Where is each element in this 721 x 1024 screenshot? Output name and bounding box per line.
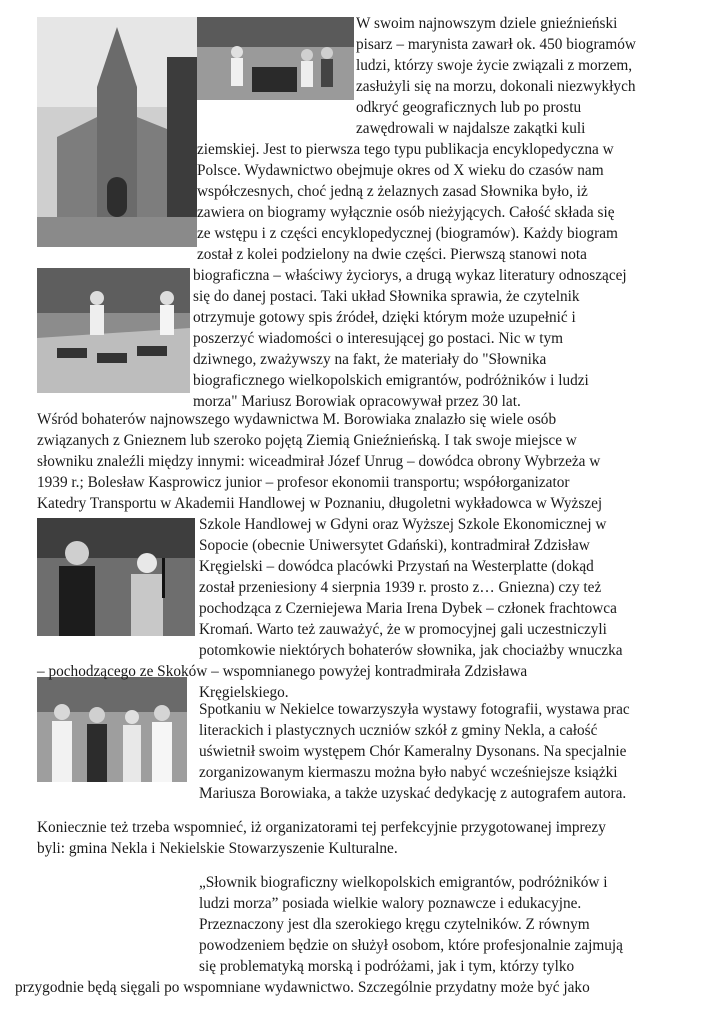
text-line: Przeznaczony jest dla szerokiego kręgu czytelników. Z równym: [199, 916, 590, 933]
text-line: 1939 r.; Bolesław Kasprowicz junior – profesor ekonomii transportu; współorganizator: [37, 474, 570, 491]
text-line: Kręgielski – dowódca placówki Przystań na Westerplatte (dokąd: [199, 558, 594, 575]
text-line: zorganizowanym kiermaszu można było nabyć wcześniejsze książki: [199, 764, 618, 781]
text-line: „Słownik biograficzny wielkopolskich emigrantów, podróżników i: [199, 874, 608, 891]
text-line: słowniku znaleźli między innymi: wiceadmirał Józef Unrug – dowódca obrony Wybrzeża w: [37, 453, 601, 470]
text-line: zasłużyli się na morzu, dokonali niezwykłych: [356, 78, 636, 95]
text-line: przygodnie będą sięgali po wspomniane wydawnictwo. Szczególnie przydatny może być jako: [15, 979, 590, 996]
text-line: został z kolei podzielony na dwie części. Pierwszą stanowi nota: [197, 246, 587, 263]
text-line: został przeniesiony 4 sierpnia 1939 r. prosto z… Gniezna) czy też: [199, 579, 602, 596]
speakers-photo: [37, 518, 195, 636]
text-line: się do danej postaci. Taki układ Słownika sprawia, że czytelnik: [193, 288, 580, 305]
book-table-photo: [37, 268, 190, 393]
text-line: literackich i plastycznych uczniów szkół z gminy Nekla, a całość: [199, 722, 598, 739]
text-line: ze wstępu i z części encyklopedycznej (biogramów). Każdy biogram: [197, 225, 618, 242]
text-line: Mariusza Borowiaka, a także uzyskać dedykację z autografem autora.: [199, 785, 627, 802]
text-line: morza" Mariusz Borowiak opracowywał przez 30 lat.: [193, 393, 521, 410]
text-line: Katedry Transportu w Akademii Handlowej w Poznaniu, długoletni wykładowca w Wyższej: [37, 495, 603, 512]
text-line: Kręgielskiego.: [199, 684, 289, 701]
text-line: W swoim najnowszym dziele gnieźnieński: [356, 15, 618, 32]
text-line: zawiera on biogramy wyłącznie osób nieżyjących. Całość składa się: [197, 204, 615, 221]
text-line: Sopocie (obecnie Uniwersytet Gdański), kontradmirał Zdzisław: [199, 537, 590, 554]
text-line: Spotkaniu w Nekielce towarzyszyła wystawy fotografii, wystawa prac: [199, 701, 630, 718]
text-line: ludzi, którzy swoje życie związali z morzem,: [356, 57, 633, 74]
text-line: odkryć geograficznych lub po prostu: [356, 99, 582, 116]
text-line: ludzi morza” posiada wielkie walory poznawcze i edukacyjne.: [199, 895, 582, 912]
text-line: – pochodzącego ze Skoków – wspomnianego powyżej kontradmirała Zdzisława: [37, 663, 528, 680]
text-line: uświetnił swoim występem Chór Kameralny Dysonans. Na specjalnie: [199, 743, 627, 760]
text-line: powodzeniem będzie on służył osobom, które profesjonalnie zajmują: [199, 937, 623, 954]
text-line: Szkole Handlowej w Gdyni oraz Wyższej Szkole Ekonomicznej w: [199, 516, 607, 533]
text-line: Polsce. Wydawnictwo obejmuje okres od X wieku do czasów nam: [197, 162, 604, 179]
text-line: biograficznego wielkopolskich emigrantów, podróżników i ludzi: [193, 372, 589, 389]
text-line: biograficzna – właściwy życiorys, a drugą wykaz literatury odnoszącej: [193, 267, 627, 284]
text-line: otrzymuje gotowy spis źródeł, dzięki którym może uzupełnić i: [193, 309, 576, 326]
church-photo: [37, 17, 197, 247]
text-line: współczesnych, choć jedną z żelaznych zasad Słownika było, iż: [197, 183, 588, 200]
text-line: potomkowie niektórych bohaterów słownika, jak chociażby wnuczka: [199, 642, 623, 659]
group-photo: [37, 677, 187, 782]
text-line: zawędrowali w najdalsze zakątki kuli: [356, 120, 586, 137]
text-line: pisarz – marynista zawarł ok. 450 biogramów: [356, 36, 636, 53]
gathering-photo: [197, 17, 354, 100]
text-line: Koniecznie też trzeba wspomnieć, iż organizatorami tej perfekcyjnie przygotowanej imprezy: [37, 819, 606, 836]
text-line: ziemskiej. Jest to pierwsza tego typu publikacja encyklopedyczna w: [197, 141, 614, 158]
text-line: Wśród bohaterów najnowszego wydawnictwa M. Borowiaka znalazło się wiele osób: [37, 411, 557, 428]
text-line: Kromań. Warto też zauważyć, że w promocyjnej gali uczestniczyli: [199, 621, 607, 638]
text-line: pochodząca z Czerniejewa Maria Irena Dybek – członek frachtowca: [199, 600, 617, 617]
text-line: się problematyką morską i podróżami, jak i tym, którzy tylko: [199, 958, 575, 975]
text-line: dziwnego, zważywszy na fakt, że materiały do "Słownika: [193, 351, 547, 368]
text-line: związanych z Gnieznem lub szeroko pojętą Ziemią Gnieźnieńską. I tak swoje miejsce w: [37, 432, 577, 449]
text-line: poszerzyć wiadomości o interesującej go postaci. Nic w tym: [193, 330, 563, 347]
text-line: byli: gmina Nekla i Nekielskie Stowarzyszenie Kulturalne.: [37, 840, 398, 857]
